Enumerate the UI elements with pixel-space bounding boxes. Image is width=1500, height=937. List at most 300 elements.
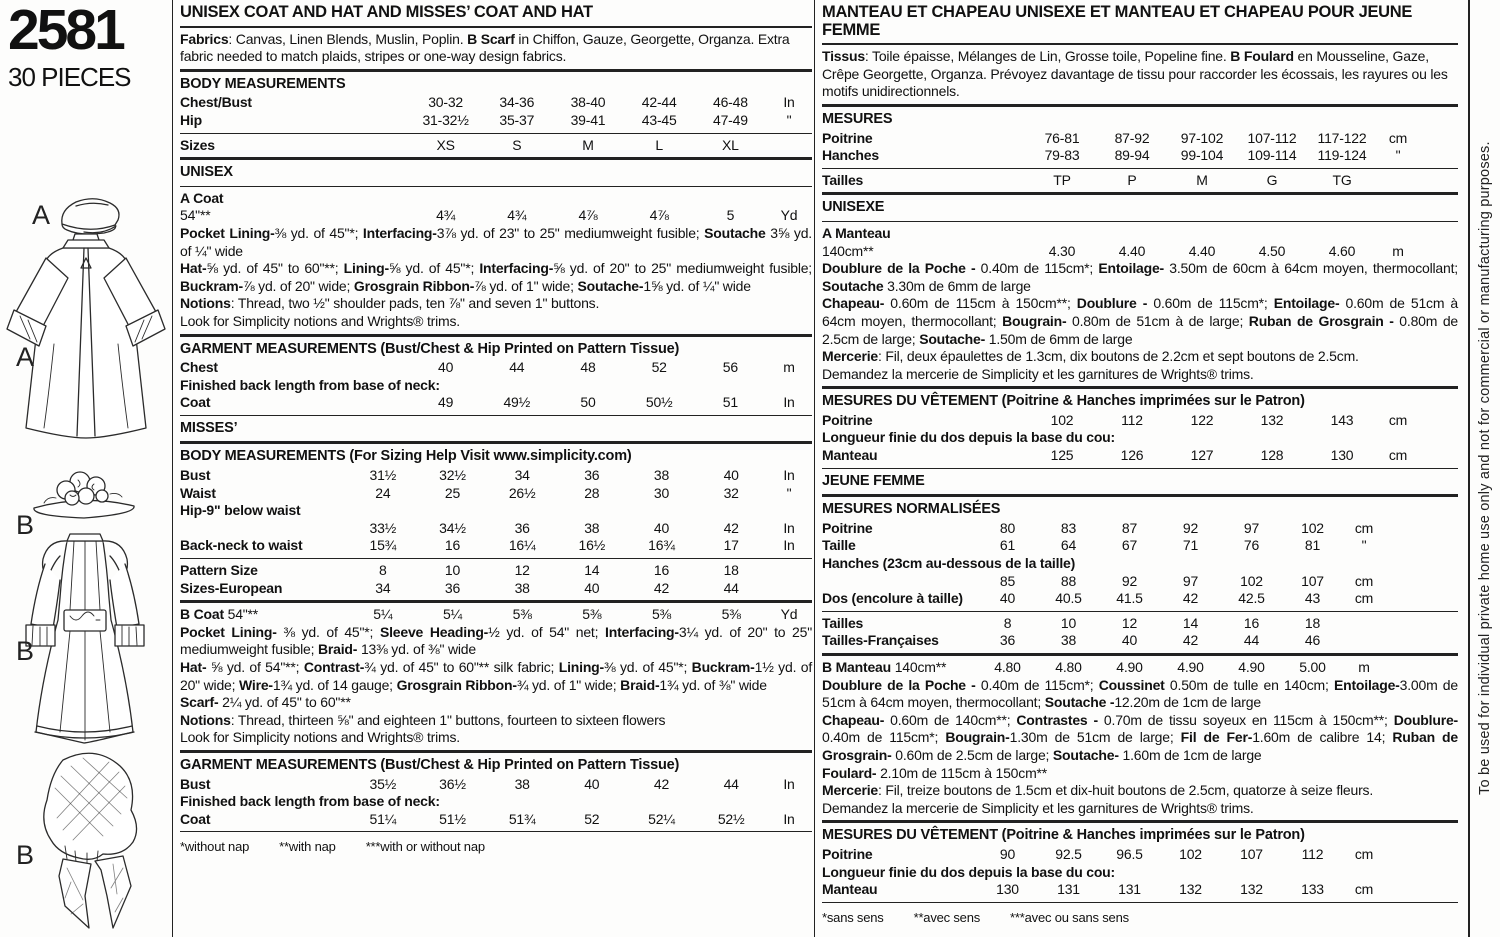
footnote-item: **with nap: [279, 839, 336, 855]
row-unit: In: [783, 537, 795, 554]
paragraph: [822, 800, 1458, 818]
row-value: P: [1127, 171, 1137, 188]
english-title: UNISEX COAT AND HAT AND MISSES’ COAT AND HAT: [180, 0, 812, 28]
row-value: 132: [1240, 881, 1263, 898]
bold-text: Tailles: [822, 171, 864, 188]
row-value: 30: [653, 484, 670, 501]
row-value: 102: [1301, 519, 1324, 536]
text: 0.40m de 115cm*;: [975, 676, 1099, 693]
row-value: 32½: [439, 467, 466, 484]
french-blocks: [822, 104, 1458, 926]
measurement-row: [822, 537, 1458, 555]
row-value: 79-83: [1044, 147, 1080, 164]
bold-text: Notions: [180, 711, 231, 728]
footnote-item: *sans sens: [822, 909, 884, 925]
row-value: 43-45: [641, 111, 677, 128]
bold-text: B Foulard: [1230, 48, 1294, 65]
row-unit: cm: [1354, 845, 1374, 862]
paragraph: [822, 429, 1458, 447]
row-value: 81: [1304, 537, 1321, 554]
bold-text: Poitrine: [822, 129, 873, 146]
bold-text: Notions: [180, 295, 231, 312]
row-label: [822, 615, 977, 633]
measurement-row: [822, 590, 1458, 608]
row-value: 89-94: [1114, 147, 1150, 164]
section-header: MESURES DU VÊTEMENT (Poitrine & Hanches imprimées sur le Patron): [822, 827, 1305, 844]
section-header: BODY MEASUREMENTS (For Sizing Help Visit www.simplicity.com): [180, 448, 632, 465]
paragraph: [822, 782, 1458, 800]
bold-text: Chapeau-: [822, 711, 885, 728]
divider-rule: [822, 820, 1458, 823]
row-value: 12: [514, 562, 530, 579]
row-label: [822, 659, 977, 677]
text: 0.60m de 51cm à 64cm moyen, thermocollant;: [822, 295, 1459, 329]
row-label: [180, 137, 410, 155]
text: 1¾ yd. of ⅜" wide: [659, 676, 767, 693]
bold-text: Contrastes -: [1016, 711, 1098, 728]
row-unit: cm: [1388, 411, 1408, 428]
row-value: 38: [514, 579, 530, 596]
row-value: 92: [1121, 572, 1138, 589]
row-value: 97: [1182, 572, 1199, 589]
bold-text: Scarf-: [180, 694, 219, 711]
row-value: 5⅜: [512, 606, 532, 623]
row-value: 42.5: [1238, 590, 1265, 607]
bold-text: Poitrine: [822, 845, 873, 862]
bold-text: Back-neck to waist: [180, 537, 303, 554]
measurement-row: [822, 573, 1458, 591]
row-label: [822, 447, 1027, 465]
bold-text: Tailles: [822, 614, 864, 631]
paragraph: [822, 677, 1458, 712]
text: 3¼ yd. of 20" to 25" mediumweight fusible;: [180, 623, 812, 658]
text: 54"**: [180, 207, 211, 224]
row-value: 36: [444, 579, 461, 596]
row-value: L: [655, 136, 663, 153]
row-value: 102: [1179, 845, 1202, 862]
row-value: 38-40: [570, 94, 606, 111]
row-unit: ": [1395, 147, 1401, 164]
text: : Thread, two ½" shoulder pads, ten ⅞" and seven 1" buttons.: [230, 295, 600, 312]
text: 140cm**: [894, 659, 947, 675]
row-label: [180, 776, 348, 794]
measurement-row: [180, 94, 812, 112]
row-label: [180, 394, 410, 412]
view-label-b-bonnet: B: [16, 840, 34, 870]
bold-text: Doublure de la Poche -: [822, 676, 976, 693]
row-value: 39-41: [570, 111, 606, 128]
row-value: 14: [584, 562, 600, 579]
text: ⅝ yd. of 45" to 60"**;: [206, 260, 344, 277]
text: Demandez la mercerie de Simplicity et les garnitures de Wrights® trims.: [822, 365, 1254, 382]
divider-rule: [180, 831, 812, 832]
row-value: 30-32: [428, 94, 463, 111]
row-value: 44: [723, 775, 739, 792]
row-value: 33½: [369, 519, 397, 536]
row-value: 32: [723, 484, 739, 501]
row-value: 40: [1121, 632, 1138, 649]
bold-text: Hat-: [180, 260, 207, 277]
paragraph: [180, 793, 812, 811]
row-value: 130: [1330, 447, 1354, 464]
row-value: 24: [375, 484, 391, 501]
row-label: [822, 846, 977, 864]
row-value: 38: [653, 467, 670, 484]
row-value: 67: [1121, 537, 1138, 554]
row-value: TP: [1053, 171, 1071, 188]
row-value: 4¾: [436, 207, 456, 224]
french-title: MANTEAU ET CHAPEAU UNISEXE ET MANTEAU ET CHAPEAU POUR JEUNE FEMME: [822, 0, 1458, 45]
row-value: 36½: [439, 775, 466, 792]
row-value: 117-122: [1317, 129, 1367, 146]
row-value: 42: [653, 579, 670, 596]
row-value: 128: [1260, 447, 1284, 464]
row-value: 44: [723, 579, 739, 596]
bold-text: Bougrain-: [1002, 312, 1067, 329]
paragraph: [822, 864, 1458, 882]
bold-text: Braid-: [620, 676, 660, 693]
view-label-a-hat: A: [32, 200, 50, 230]
row-label: [822, 590, 977, 608]
divider-rule: [822, 192, 1458, 195]
row-value: 41.5: [1116, 590, 1143, 607]
row-value: 4.90: [1177, 659, 1204, 675]
paragraph: [180, 313, 812, 331]
bold-text: Entoilage-: [1098, 260, 1165, 277]
bold-text: Wire-: [239, 676, 273, 693]
row-value: 16¼: [508, 537, 536, 554]
row-unit: m: [783, 359, 795, 376]
bold-text: Grosgrain Ribbon-: [353, 277, 475, 294]
row-value: 143: [1330, 411, 1354, 428]
bold-text: Soutache-: [919, 330, 986, 347]
row-label: [180, 537, 348, 555]
row-value: TG: [1332, 171, 1352, 188]
bold-text: Pocket Lining-: [180, 224, 275, 241]
row-value: 122: [1190, 411, 1214, 428]
text: in Chiffon, Gauze, Georgette, Organza. Extra fabric needed to match plaids, stripes or one-way design fabrics.: [180, 30, 790, 65]
bold-text: Lining-: [558, 659, 604, 675]
row-value: 25: [444, 484, 461, 501]
measurement-row: [822, 147, 1458, 165]
bold-text: Ruban de Grosgrain -: [1248, 312, 1394, 329]
row-label: [822, 412, 1027, 430]
paragraph: [822, 295, 1458, 348]
paragraph: [822, 712, 1458, 765]
row-unit: cm: [1354, 590, 1374, 607]
bold-text: Buckram-: [180, 277, 243, 294]
row-value: 87-92: [1114, 129, 1150, 146]
row-value: 47-49: [712, 111, 748, 128]
bold-text: Grosgrain Ribbon-: [396, 676, 517, 693]
text: Demandez la mercerie de Simplicity et les garnitures de Wrights® trims.: [822, 799, 1254, 816]
row-value: 40: [723, 467, 739, 484]
measurement-row: [180, 811, 812, 829]
measurement-row: [822, 520, 1458, 538]
bold-text: Fabrics: [180, 30, 229, 47]
section-header: MESURES NORMALISÉES: [822, 501, 1001, 518]
row-label: [180, 580, 348, 598]
text: 3.30m de 6mm de large: [883, 277, 1031, 294]
paragraph: [822, 348, 1458, 366]
measurement-row: [822, 659, 1458, 677]
text: ⅝ yd. of 54"**;: [206, 659, 304, 675]
view-label-a-coat: A: [16, 342, 34, 372]
bold-text: A Coat: [180, 189, 224, 206]
paragraph: [822, 225, 1458, 243]
row-value: 49: [438, 394, 454, 411]
divider-rule: [180, 750, 812, 753]
bold-text: Pattern Size: [180, 562, 258, 579]
row-value: 76-81: [1044, 129, 1080, 146]
row-value: 97: [1243, 519, 1260, 536]
row-value: 97-102: [1180, 129, 1224, 146]
paragraph: [180, 295, 812, 313]
text: : Fil, deux épaulettes de 1.3cm, dix boutons de 2.2cm et sept boutons de 2.5cm.: [878, 348, 1359, 365]
divider-rule: [180, 441, 812, 444]
measurement-row: [180, 394, 812, 412]
text: 0.60m de 140cm**;: [884, 711, 1017, 728]
section-header: MISSES’: [180, 419, 238, 436]
row-unit: cm: [1354, 519, 1374, 536]
bold-text: Dos (encolure à taille): [822, 590, 963, 607]
divider-rule: [822, 221, 1458, 222]
row-value: 42: [723, 519, 739, 536]
row-value: 4.50: [1258, 242, 1286, 259]
text: : Fil, treize boutons de 1.5cm et dix-huit boutons de 2.5cm, quatorze à seize fleurs.: [878, 782, 1374, 799]
bold-text: Sleeve Heading-: [379, 623, 489, 640]
text: ⅜ yd. of 45"*;: [274, 224, 363, 241]
divider-rule: [822, 104, 1458, 107]
section-header: MESURES DU VÊTEMENT (Poitrine & Hanches imprimées sur le Patron): [822, 393, 1305, 410]
bold-text: Interfacing-: [479, 260, 554, 277]
row-value: 46: [1304, 632, 1321, 649]
row-value: 28: [584, 484, 600, 501]
bold-text: A Manteau: [822, 224, 891, 241]
divider-rule: [180, 133, 812, 134]
row-value: 42: [1182, 632, 1199, 649]
bold-text: Bust: [180, 467, 211, 484]
row-value: 52¼: [648, 810, 675, 827]
row-value: 18: [723, 562, 739, 579]
row-value: 40: [999, 590, 1016, 607]
english-fabrics-note: [180, 31, 812, 66]
bold-text: B Scarf: [467, 30, 515, 47]
bold-text: Coat: [180, 810, 211, 827]
row-label: [180, 112, 410, 130]
measurement-row: [180, 606, 812, 624]
text: ⅞ yd. of 20" wide;: [242, 277, 354, 294]
row-value: 36: [999, 632, 1016, 649]
row-value: 48: [580, 359, 596, 376]
row-label: [180, 94, 410, 112]
measurement-row: [180, 112, 812, 130]
bold-text: Manteau: [822, 881, 878, 898]
text: 0.60m de 115cm*;: [1147, 295, 1274, 312]
measurement-row: [180, 776, 812, 794]
row-value: 42-44: [641, 94, 677, 111]
row-value: 18: [1304, 614, 1321, 631]
measurement-row: [180, 359, 812, 377]
measurement-row: [822, 632, 1458, 650]
paragraph: [822, 260, 1458, 295]
row-value: 4¾: [507, 207, 527, 224]
row-value: 83: [1060, 519, 1077, 536]
bold-text: Soutache: [822, 277, 884, 294]
row-value: 31-32½: [422, 111, 469, 128]
bold-text: Interfacing-: [605, 623, 679, 640]
row-label: [180, 359, 410, 377]
row-unit: In: [783, 519, 795, 536]
paragraph: [822, 366, 1458, 384]
left-panel: [0, 0, 172, 937]
text: 1.60m de 1cm de large: [1118, 746, 1262, 763]
row-value: 16: [444, 537, 461, 554]
paragraph: [180, 729, 812, 747]
section-header: MESURES: [822, 110, 893, 127]
row-label: [180, 562, 348, 580]
bold-text: Tissus: [822, 48, 865, 65]
row-label: [822, 172, 1027, 190]
row-unit: cm: [1388, 447, 1408, 464]
row-value: 38: [584, 519, 600, 536]
english-blocks: [180, 69, 812, 856]
paragraph: [180, 260, 812, 295]
bold-text: Doublure-: [1393, 711, 1458, 728]
row-value: 16: [1243, 614, 1260, 631]
row-value: 61: [999, 537, 1016, 554]
text: 0.70m de tissu soyeux en 115cm à 150cm**;: [1097, 711, 1394, 728]
bold-text: Entoilage-: [1273, 295, 1340, 312]
bold-text: Longueur finie du dos depuis la base du cou:: [822, 429, 1115, 446]
row-value: 4.60: [1328, 242, 1356, 259]
row-value: S: [512, 136, 522, 153]
text: ¾ yd. of 1" wide;: [516, 676, 621, 693]
row-value: 5⅜: [721, 606, 741, 623]
row-value: M: [1196, 171, 1208, 188]
text: 1¾ yd. of 14 gauge;: [272, 676, 397, 693]
bold-text: Bougrain-: [945, 729, 1010, 746]
bold-text: Contrast-: [303, 659, 365, 675]
row-value: 133: [1301, 881, 1324, 898]
divider-rule: [822, 653, 1458, 656]
row-value: 132: [1179, 881, 1202, 898]
bold-text: Ruban de Grosgrain-: [822, 729, 1458, 763]
row-value: 34: [375, 579, 391, 596]
text: 0.60m de 2.5cm de large;: [891, 746, 1053, 763]
bold-text: Mercerie: [822, 782, 878, 799]
bold-text: Hanches: [822, 147, 879, 164]
row-value: 31½: [369, 467, 397, 484]
paragraph: [180, 190, 812, 208]
row-value: 38: [514, 775, 530, 792]
row-value: 87: [1121, 519, 1138, 536]
row-unit: cm: [1354, 572, 1374, 589]
row-value: 15¾: [369, 537, 397, 554]
view-label-b-coat: B: [16, 636, 34, 666]
text: : Canvas, Linen Blends, Muslin, Poplin.: [228, 30, 468, 47]
row-label: [822, 243, 1027, 261]
row-value: 102: [1240, 572, 1263, 589]
text: 1½ yd. of 20" wide;: [180, 659, 813, 693]
bold-text: Waist: [180, 484, 216, 501]
row-value: 107: [1301, 572, 1324, 589]
row-value: 4.80: [994, 659, 1021, 675]
row-value: 17: [723, 537, 739, 554]
bold-text: Manteau: [822, 447, 878, 464]
row-value: 5¼: [442, 606, 463, 623]
measurement-row: [180, 207, 812, 225]
bold-text: Fil de Fer-: [1180, 729, 1253, 746]
row-value: 42: [1182, 590, 1199, 607]
divider-rule: [822, 386, 1458, 389]
row-value: 5: [726, 207, 735, 224]
bold-text: Soutache-: [1052, 746, 1119, 763]
row-unit: cm: [1354, 881, 1374, 898]
footnote-item: ***with or without nap: [365, 839, 485, 855]
bold-text: Mercerie: [822, 348, 878, 365]
row-unit: In: [783, 467, 795, 484]
text: 0.40m de 115cm*;: [822, 729, 946, 746]
row-value: 8: [1003, 614, 1012, 631]
row-unit: cm: [1388, 129, 1408, 146]
divider-rule: [180, 600, 812, 603]
footnote-item: *without nap: [180, 839, 250, 855]
text: 54"**: [227, 606, 259, 623]
row-value: 40: [584, 579, 600, 596]
row-value: 12: [1121, 614, 1138, 631]
row-label: [180, 467, 348, 485]
text: 0.80m de 2.5cm de large;: [822, 312, 1458, 347]
text: ¾ yd. of 45" to 60"** silk fabric;: [364, 659, 559, 675]
measurement-row: [180, 520, 812, 538]
misses-hat-flowers-sketch-icon: [28, 464, 140, 524]
row-value: XS: [436, 136, 455, 153]
divider-middle: [814, 0, 815, 937]
row-value: 36: [584, 467, 600, 484]
row-value: 40.5: [1055, 590, 1082, 607]
row-value: 10: [1060, 614, 1077, 631]
bold-text: Buckram-: [691, 659, 755, 675]
paragraph: [180, 694, 812, 712]
section-header: GARMENT MEASUREMENTS (Bust/Chest & Hip Printed on Pattern Tissue): [180, 756, 680, 773]
bold-text: Hip-9" below waist: [180, 502, 301, 519]
measurement-row: [822, 881, 1458, 899]
bold-text: Soutache-: [577, 277, 644, 294]
row-value: 4⅞: [649, 207, 669, 224]
bold-text: Hanches (23cm au-dessous de la taille): [822, 555, 1076, 572]
text: 0.40m de 115cm*;: [975, 260, 1099, 277]
text: 140cm**: [822, 242, 874, 259]
text: 1.50m de 6mm de large: [985, 330, 1133, 347]
row-value: 35½: [369, 775, 397, 792]
row-value: 16: [653, 562, 670, 579]
view-label-b-hat: B: [16, 510, 34, 540]
row-value: 38: [1060, 632, 1077, 649]
row-label: [180, 485, 348, 503]
divider-rule: [180, 334, 812, 337]
row-value: 43: [1304, 590, 1321, 607]
measurement-row: [180, 580, 812, 598]
text: 3⅞ yd. of 23" to 25" mediumweight fusible;: [436, 224, 705, 241]
row-value: G: [1266, 171, 1278, 188]
row-value: 4.90: [1116, 659, 1143, 675]
paragraph: [180, 377, 812, 395]
measurement-row: [180, 537, 812, 555]
paragraph: [180, 225, 812, 260]
row-value: 96.5: [1116, 845, 1143, 862]
row-value: 71: [1182, 537, 1199, 554]
